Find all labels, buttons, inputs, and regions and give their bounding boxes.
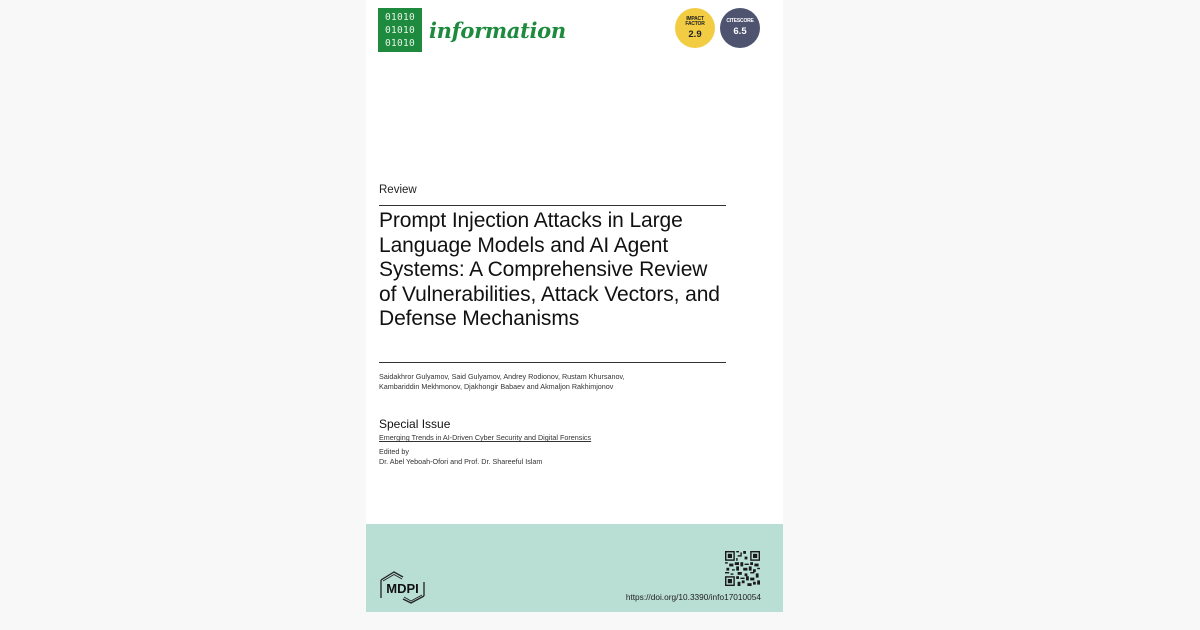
impact-factor-badge[interactable]: [675, 8, 715, 48]
citescore-value: 6.5: [733, 25, 747, 37]
citescore-badge[interactable]: [720, 8, 760, 48]
divider: [379, 205, 726, 206]
divider: [379, 362, 726, 363]
mdpi-logo-icon[interactable]: [377, 568, 429, 604]
editors-names: Dr. Abel Yeboah-Ofori and Prof. Dr. Shareeful Islam: [379, 457, 543, 466]
doi-link[interactable]: https://doi.org/10.3390/info17010054: [625, 592, 761, 602]
logo-line: 01010: [384, 11, 416, 23]
special-issue-heading: Special Issue: [379, 417, 451, 431]
author-list: [379, 372, 729, 392]
journal-name: information: [429, 17, 566, 43]
special-issue-link[interactable]: Emerging Trends in AI-Driven Cyber Security and Digital Forensics: [379, 433, 592, 442]
cover-footer: [366, 524, 783, 612]
impact-factor-label: FACTOR: [685, 21, 705, 27]
authors-line: Kambariddin Mekhmonov, Djakhongir Babaev and Akmaljon Rakhimjonov: [379, 382, 614, 391]
authors-line: Saidakhror Gulyamov, Said Gulyamov, Andrey Rodionov, Rustam Khursanov,: [379, 372, 625, 381]
article-cover-page: [366, 0, 783, 612]
qr-code-icon[interactable]: [725, 551, 760, 586]
article-title: Prompt Injection Attacks in Large Language Models and AI Agent Systems: A Comprehensive Review of Vulnerabilities, Attack Vectors, and Defense Mechanisms: [379, 209, 720, 331]
editors-block: [379, 447, 542, 467]
edited-by-label: Edited by: [379, 447, 409, 456]
logo-line: 01010: [384, 24, 416, 36]
article-type: Review: [379, 184, 417, 196]
journal-logo[interactable]: [378, 8, 566, 52]
logo-line: 01010: [384, 37, 416, 49]
citescore-label: CITESCORE: [726, 18, 754, 25]
impact-factor-label: IMPACT: [686, 15, 704, 22]
svg-text:MDPI: MDPI: [386, 581, 419, 596]
impact-factor-value: 2.9: [688, 28, 702, 40]
binary-logo-icon: [378, 8, 422, 52]
